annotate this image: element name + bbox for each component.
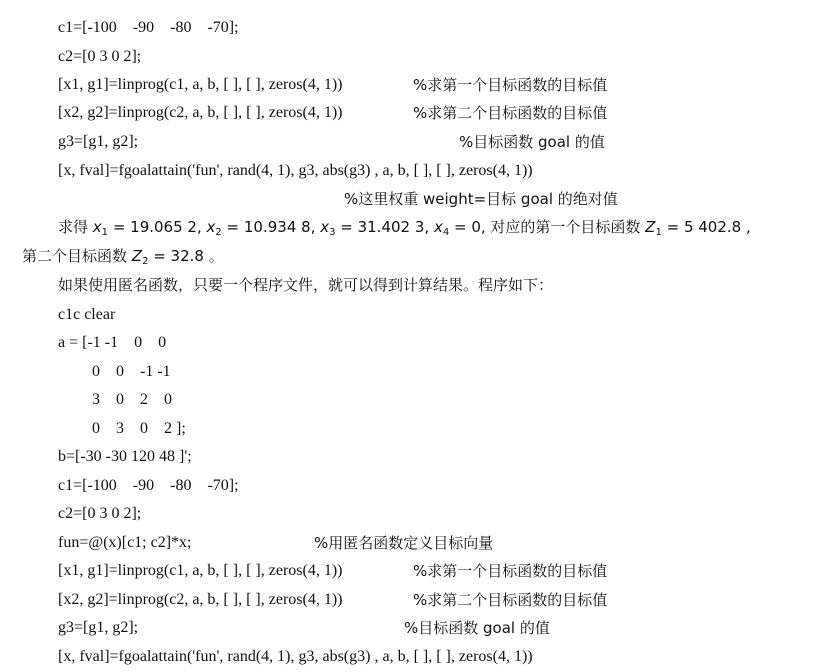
- code-line: 0 3 0 2 ];: [92, 420, 186, 437]
- z1-value: 5 402.8: [683, 218, 742, 236]
- code-line: a = [-1 -1 0 0: [58, 334, 167, 351]
- x1-value: 19.065 2: [130, 218, 197, 236]
- code-comment: %用匿名函数定义目标向量: [314, 534, 494, 552]
- code-line: [x, fval]=fgoalattain('fun', rand(4, 1), g3, abs(g3) , a, b, [ ], [ ], zeros(4, 1)): [58, 162, 533, 179]
- code-line: [x2, g2]=linprog(c2, a, b, [ ], [ ], zeros(4, 1)): [58, 104, 343, 121]
- code-line: g3=[g1, g2];: [58, 619, 139, 636]
- code-line: b=[-30 -30 120 48 ]';: [58, 448, 192, 465]
- code-line: [x, fval]=fgoalattain('fun', rand(4, 1), g3, abs(g3) , a, b, [ ], [ ], zeros(4, 1)): [58, 648, 533, 665]
- code-line: 3 0 2 0: [92, 391, 172, 408]
- result-mid: , 对应的第一个目标函数: [480, 218, 646, 236]
- code-comment: %这里权重 weight=目标 goal 的绝对值: [344, 190, 618, 208]
- code-line: g3=[g1, g2];: [58, 133, 139, 150]
- code-comment: %目标函数 goal 的值: [459, 133, 605, 151]
- code-line: c1=[-100 -90 -80 -70];: [58, 477, 239, 494]
- code-line: c2=[0 3 0 2];: [58, 505, 142, 522]
- x4-value: 0: [471, 218, 481, 236]
- code-comment: %求第一个目标函数的目标值: [413, 76, 608, 94]
- result-line2-prefix: 第二个目标函数: [22, 247, 132, 265]
- code-line: c2=[0 3 0 2];: [58, 48, 142, 65]
- code-line: [x2, g2]=linprog(c2, a, b, [ ], [ ], zeros(4, 1)): [58, 591, 343, 608]
- code-line: c1=[-100 -90 -80 -70];: [58, 19, 239, 36]
- code-line: [x1, g1]=linprog(c1, a, b, [ ], [ ], zeros(4, 1)): [58, 76, 343, 93]
- result-prefix: 求得: [58, 218, 93, 236]
- code-comment: %求第一个目标函数的目标值: [413, 562, 608, 580]
- x2-value: 10.934 8: [243, 218, 311, 236]
- code-comment: %目标函数 goal 的值: [404, 619, 550, 637]
- result-end: 。: [203, 247, 224, 265]
- code-comment: %求第二个目标函数的目标值: [413, 591, 608, 609]
- x3-value: 31.402 3: [357, 218, 425, 236]
- result-sentence-2: 第二个目标函数 $Z_2 = 32.8$ 。: [22, 247, 224, 267]
- result-sentence: 求得 $x_1 = 19.065$ 2, $x_2 = 10.934$ 8, $x_3 = 31.402$ 3, $x_4 = 0$, 对应的第一个目标函数 $Z_1 = 5$ 402.8 ,: [58, 218, 751, 238]
- code-line: c1c clear: [58, 306, 116, 323]
- code-comment: %求第二个目标函数的目标值: [413, 104, 608, 122]
- code-line: 0 0 -1 -1: [92, 363, 171, 380]
- code-line: [x1, g1]=linprog(c1, a, b, [ ], [ ], zeros(4, 1)): [58, 562, 343, 579]
- paragraph-text: 如果使用匿名函数，只要一个程序文件，就可以得到计算结果。程序如下：: [58, 276, 554, 294]
- z2-value: 32.8: [170, 247, 204, 265]
- code-line: fun=@(x)[c1; c2]*x;: [58, 534, 192, 551]
